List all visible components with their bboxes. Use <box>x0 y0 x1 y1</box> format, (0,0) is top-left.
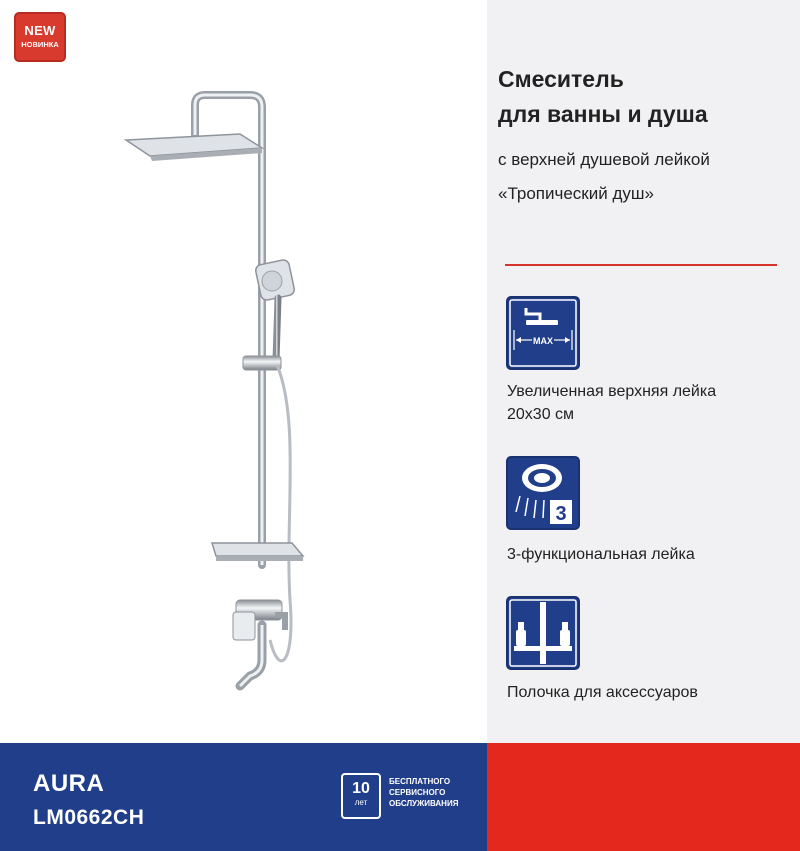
model-number: LM0662CH <box>33 806 145 829</box>
max-label: MAX <box>533 336 553 346</box>
three-function-handshower-icon <box>506 456 580 530</box>
product-title-line2: для ванны и душа <box>498 101 708 127</box>
feature-text-shelf <box>507 681 792 704</box>
service-line3: ОБСЛУЖИВАНИЯ <box>389 799 459 808</box>
feature-text-rain-shower <box>507 380 792 426</box>
feature1-line2: 20x30 см <box>507 406 575 423</box>
rain-shower-max-icon <box>506 296 580 370</box>
service-years-box <box>341 773 381 819</box>
service-line2: СЕРВИСНОГО <box>389 788 446 797</box>
badge-new-text: NEW <box>24 23 56 38</box>
footer-red-bar <box>487 743 800 851</box>
product-subtitle-line2: «Тропический душ» <box>498 184 654 203</box>
service-years: 10 <box>352 780 370 797</box>
service-badge <box>341 773 469 821</box>
service-line1: БЕСПЛАТНОГО <box>389 777 451 786</box>
feature1-line1: Увеличенная верхняя лейка <box>507 383 717 400</box>
service-unit: лет <box>354 798 368 807</box>
red-divider <box>505 264 777 266</box>
accessory-shelf-icon <box>506 596 580 670</box>
product-subtitle <box>498 143 798 211</box>
badge-novinka-text: НОВИНКА <box>21 40 59 49</box>
product-subtitle-line1: с верхней душевой лейкой <box>498 150 710 169</box>
feature2-line1: 3-функциональная лейка <box>507 546 695 563</box>
feature-text-handshower <box>507 543 792 566</box>
product-title-line1: Смеситель <box>498 66 624 92</box>
feature3-line1: Полочка для аксессуаров <box>507 684 698 701</box>
three-label: 3 <box>555 503 567 525</box>
brand-name: AURA <box>33 770 105 797</box>
service-text <box>389 776 458 809</box>
product-title <box>498 62 788 132</box>
